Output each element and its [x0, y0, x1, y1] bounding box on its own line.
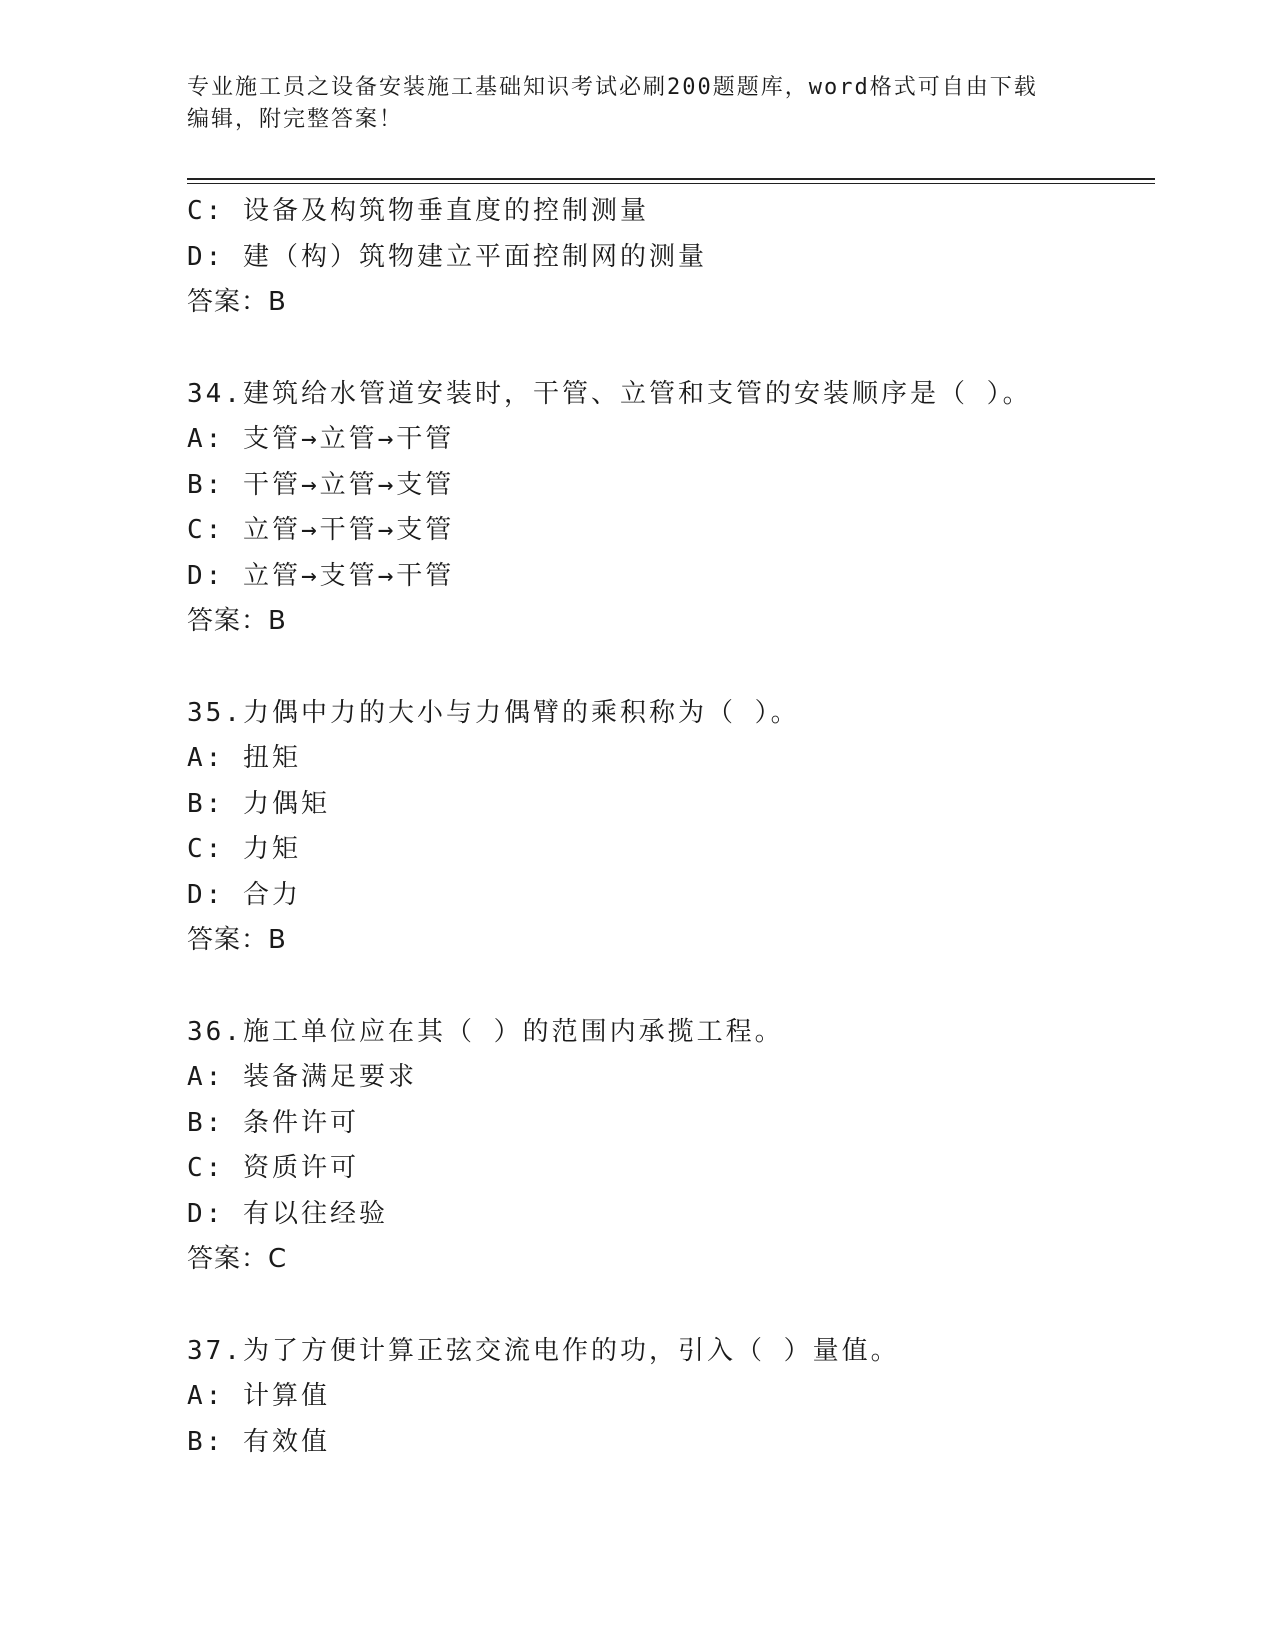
question-list	[187, 189, 1155, 1465]
answer-label: 答案：B	[187, 925, 287, 955]
answer-label: 答案：B	[187, 287, 287, 317]
option-a: A: 扭矩	[187, 743, 301, 773]
answer-label: 答案：B	[187, 606, 287, 636]
option-d: D: 合力	[187, 879, 301, 910]
question-33-continued	[187, 189, 1155, 326]
header-title-line-2: 编辑，附完整答案！	[187, 107, 404, 132]
question-34	[187, 372, 1155, 645]
question-stem: 36.施工单位应在其（ ）的范围内承揽工程。	[187, 1016, 784, 1047]
option-c: C: 立管→干管→支管	[187, 515, 455, 545]
header-title-line-1: 专业施工员之设备安装施工基础知识考试必刷200题题库，word格式可自由下载	[187, 75, 1038, 100]
option-c: C: 设备及构筑物垂直度的控制测量	[187, 196, 649, 226]
option-b: B: 力偶矩	[187, 788, 330, 819]
option-b: B: 干管→立管→支管	[187, 469, 455, 500]
question-stem: 35.力偶中力的大小与力偶臂的乘积称为（ ）。	[187, 697, 800, 728]
option-a: A: 计算值	[187, 1381, 330, 1411]
option-a: A: 支管→立管→干管	[187, 424, 455, 454]
option-c: C: 力矩	[187, 834, 301, 864]
question-spacer	[187, 645, 1155, 691]
option-b: B: 条件许可	[187, 1107, 359, 1138]
question-spacer	[187, 1283, 1155, 1329]
option-a: A: 装备满足要求	[187, 1062, 417, 1092]
question-36	[187, 1010, 1155, 1283]
question-stem: 37.为了方便计算正弦交流电作的功，引入（ ）量值。	[187, 1335, 900, 1366]
question-35	[187, 691, 1155, 964]
document-header	[187, 72, 1087, 136]
header-divider-thin	[187, 183, 1155, 184]
question-stem: 34.建筑给水管道安装时，干管、立管和支管的安装顺序是（ ）。	[187, 378, 1032, 409]
option-b: B: 有效值	[187, 1426, 330, 1457]
option-d: D: 有以往经验	[187, 1198, 388, 1229]
option-d: D: 建（构）筑物建立平面控制网的测量	[187, 241, 707, 272]
header-divider-thick	[187, 178, 1155, 180]
option-c: C: 资质许可	[187, 1153, 359, 1183]
question-spacer	[187, 326, 1155, 372]
question-spacer	[187, 964, 1155, 1010]
option-d: D: 立管→支管→干管	[187, 560, 455, 591]
question-37	[187, 1329, 1155, 1466]
answer-label: 答案：C	[187, 1244, 288, 1274]
